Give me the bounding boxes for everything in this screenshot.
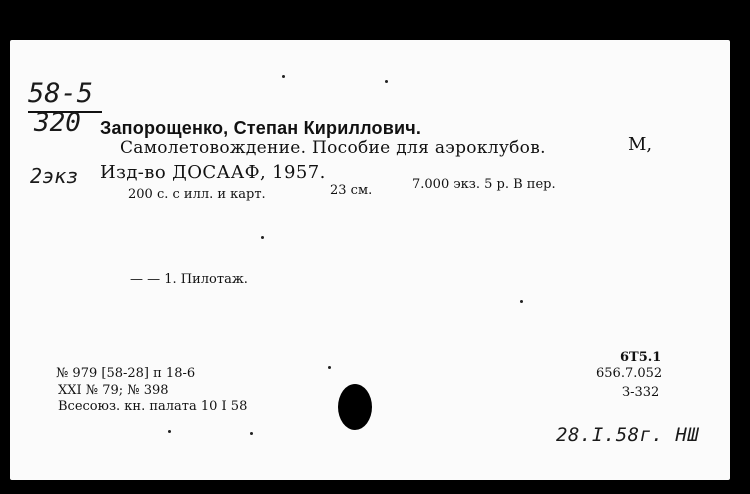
footer-left-line1: № 979 [58-28] п 18-6 — [56, 366, 196, 381]
place-of-publication: М, — [628, 134, 653, 155]
speck — [328, 366, 331, 369]
ink-blot — [338, 384, 372, 430]
publisher-line: Изд-во ДОСААФ, 1957. — [100, 162, 326, 183]
handwritten-date: 28.I.58г. НШ — [556, 424, 700, 446]
copies-note: 2экз — [30, 164, 79, 188]
title-line: Самолетовождение. Пособие для аэроклубов. — [120, 138, 546, 158]
shelfmark-bottom: 320 — [34, 108, 81, 138]
author-mark: З-332 — [622, 385, 660, 400]
run-note: 7.000 экз. 5 р. В пер. — [412, 177, 556, 192]
size-note: 23 см. — [330, 183, 373, 198]
speck — [168, 430, 171, 433]
speck — [261, 236, 264, 239]
speck — [385, 80, 388, 83]
footer-left-line2: XXI № 79; № 398 — [58, 383, 169, 398]
subject-heading: — — 1. Пилотаж. — [130, 272, 248, 287]
shelfmark-top: 58-5 — [28, 78, 94, 109]
classification-code: 6Т5.1 — [620, 350, 662, 365]
udc-code: 656.7.052 — [596, 366, 663, 381]
speck — [520, 300, 523, 303]
footer-left-line3: Всесоюз. кн. палата 10 I 58 — [58, 399, 248, 414]
speck — [250, 432, 253, 435]
author-heading: Запорощенко, Степан Кириллович. — [100, 118, 422, 138]
pages-note: 200 с. с илл. и карт. — [128, 187, 266, 202]
speck — [282, 75, 285, 78]
